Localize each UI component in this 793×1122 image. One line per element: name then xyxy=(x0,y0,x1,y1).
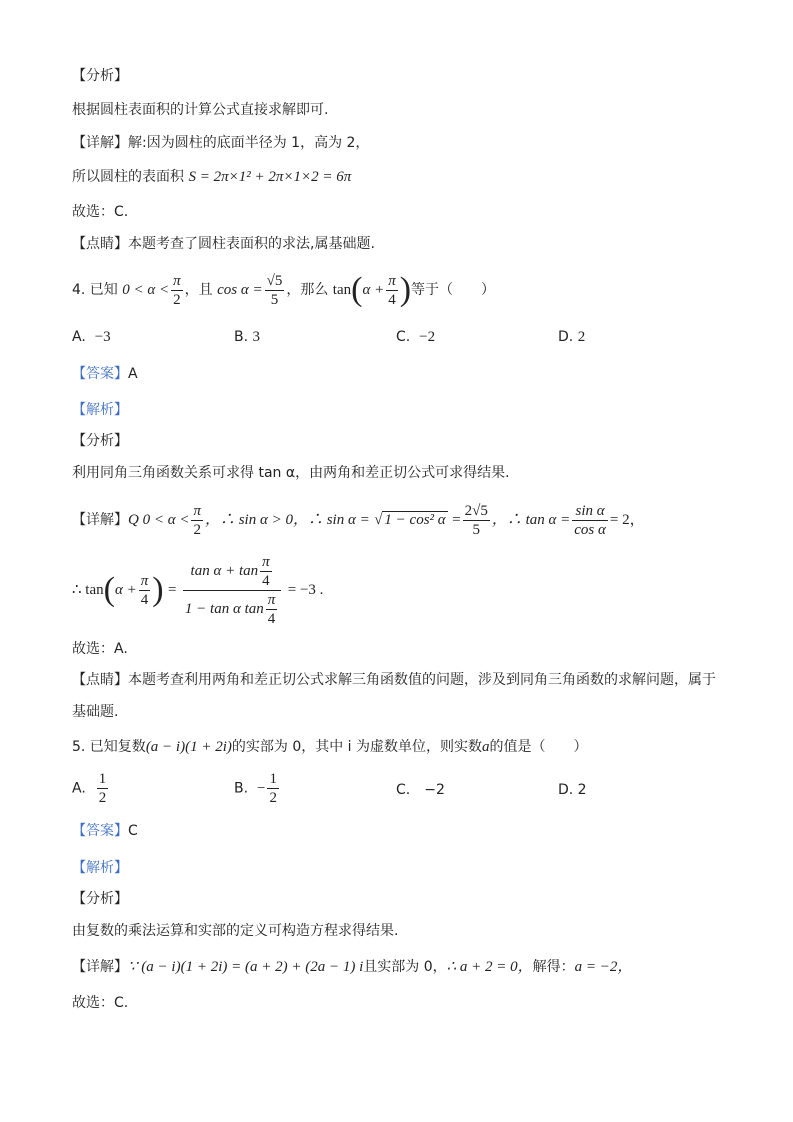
q4-dianjing-text-1: 本题考查利用两角和差正切公式求解三角函数值的问题，涉及到同角三角函数的求解问题，属于 xyxy=(128,672,716,688)
q5-option-d: D. 2 xyxy=(558,782,587,798)
q4-step4-denominator: 1 − tan α tan $\frac{\pi}{4}$ xyxy=(184,591,276,627)
q3-fenxi-text: 根据圆柱表面积的计算公式直接求解即可. xyxy=(72,102,329,118)
q5-xiangjie-label: 【详解】 xyxy=(72,959,128,975)
q4-step4-lparen: ( xyxy=(103,571,115,608)
q4-dianjing-label: 【点睛】 xyxy=(72,672,128,688)
q4-detail-line1 xyxy=(72,497,645,543)
q4-stem-suffix: 等于（ ） xyxy=(411,282,496,298)
q5-detail xyxy=(72,957,632,977)
q4-step3-end: = 2， xyxy=(609,512,645,528)
q4-step3: ，∴ tan α = xyxy=(491,512,571,528)
q3-xiangjie xyxy=(72,133,369,153)
q5-choose: 故选：C. xyxy=(72,995,129,1011)
q5-stem-prefix: 5. 已知复数 xyxy=(72,739,146,755)
q5-detail-eq: ∴ a + 2 = 0， xyxy=(446,959,533,975)
q4-step1-frac: $\frac{\pi}{2}$ xyxy=(193,502,201,538)
q4-tan-frac: $\frac{\pi}{4}$ xyxy=(388,272,396,308)
q4-step4-arg: α + xyxy=(114,582,137,598)
q5-stem-suffix: 的值是（ ） xyxy=(489,739,588,755)
q4-option-d: D. 2 xyxy=(558,329,586,345)
q4-stem-prefix: 4. 已知 xyxy=(72,282,118,298)
q4-fenxi-label: 【分析】 xyxy=(72,433,128,449)
q3-xiangjie-label: 【详解】 xyxy=(72,135,128,151)
q4-step4-arg-frac: $\frac{\pi}{4}$ xyxy=(140,572,149,608)
q4-step2-frac: $\frac{2√5}{5}$ xyxy=(464,502,488,538)
q3-xiangjie-text: 解:因为圆柱的底面半径为 1，高为 2， xyxy=(128,135,370,151)
q4-step1: Q 0 < α < xyxy=(128,512,190,528)
q5-options xyxy=(72,770,712,810)
q5-detail-solve-label: 解得： xyxy=(532,959,575,975)
q4-cos: cos α = xyxy=(217,282,263,298)
q4-answer-value: A xyxy=(128,366,138,382)
q4-tan-arg: α + xyxy=(362,282,385,298)
q4-jiexi-label: 【解析】 xyxy=(72,402,128,418)
q4-step2: ，∴ sin α > 0，∴ sin α = xyxy=(204,512,370,528)
q5-answer xyxy=(72,821,138,841)
q4-stem-then: ，那么 xyxy=(286,282,329,298)
q5-stem-mid: 的实部为 0，其中 i 为虚数单位，则实数 xyxy=(231,739,483,755)
q4-step4-rparen: ) xyxy=(152,571,164,608)
q5-detail-solve: a = −2， xyxy=(574,959,633,975)
q4-step4-eq: = xyxy=(168,582,177,598)
q4-cond1: 0 < α < xyxy=(122,282,170,298)
q4-stem-mid: ，且 xyxy=(184,282,213,298)
q3-dianjing-text: 本题考查了圆柱表面积的求法,属基础题. xyxy=(128,236,375,252)
q4-option-b: B. 3 xyxy=(234,329,261,345)
q5-stem-expr: (a − i)(1 + 2i) xyxy=(145,739,232,755)
q5-option-c: C. −2 xyxy=(396,782,445,798)
q4-dianjing-text-2: 基础题. xyxy=(72,704,119,720)
q3-fenxi-label: 【分析】 xyxy=(72,68,128,84)
q4-option-c: C. −2 xyxy=(396,329,436,345)
q4-step4-result: = −3 . xyxy=(287,582,324,598)
q5-option-a: A. $\frac{1}{2}$ xyxy=(72,771,107,806)
q4-step4-prefix: ∴ tan xyxy=(72,582,104,598)
q5-detail-mid: 且实部为 0， xyxy=(363,959,447,975)
q4-step2-sqrt: √ 1 − cos² α xyxy=(374,512,446,528)
q4-answer xyxy=(72,364,138,384)
q5-stem-var: a xyxy=(482,739,490,755)
q5-fenxi-text: 由复数的乘法运算和实部的定义可构造方程求得结果. xyxy=(72,923,399,939)
q4-tan-lparen: ( xyxy=(351,271,363,308)
q4-step4-bigfrac xyxy=(183,553,281,628)
q4-step3-frac: $\frac{\text{sin α}}{\text{cos α}}$ xyxy=(574,502,606,538)
q3-dianjing xyxy=(72,234,375,254)
q4-stem xyxy=(72,270,495,310)
q5-fenxi-label: 【分析】 xyxy=(72,891,128,907)
q5-answer-label: 【答案】 xyxy=(72,823,128,839)
q4-choose: 故选：A. xyxy=(72,641,128,657)
q4-answer-label: 【答案】 xyxy=(72,366,128,382)
q4-cond1-frac: $\frac{\pi}{2}$ xyxy=(173,272,181,308)
q4-detail-line2 xyxy=(72,552,323,628)
q4-step2-eq: = xyxy=(452,512,461,528)
q4-cos-frac: $\frac{√5}{5}$ xyxy=(266,272,283,308)
q4-tan-rparen: ) xyxy=(399,271,412,308)
q5-option-b: B. − $\frac{1}{2}$ xyxy=(234,771,277,806)
q4-dianjing xyxy=(72,670,716,690)
q5-stem xyxy=(72,737,588,757)
q4-step4-numerator: tan α + tan $\frac{\pi}{4}$ xyxy=(183,553,281,591)
q5-jiexi-label: 【解析】 xyxy=(72,860,128,876)
q5-detail-expr: ∵ (a − i)(1 + 2i) = (a + 2) + (2a − 1) i xyxy=(128,959,364,975)
q4-xiangjie-label: 【详解】 xyxy=(72,512,128,528)
q5-answer-value: C xyxy=(128,823,138,839)
q4-fenxi-text: 利用同角三角函数关系可求得 tan α，由两角和差正切公式可求得结果. xyxy=(72,465,510,481)
q4-options xyxy=(72,327,712,347)
q4-tan: tan xyxy=(332,282,352,298)
q3-area-formula: S = 2π×1² + 2π×1×2 = 6π xyxy=(188,169,352,185)
q4-option-a: A. −3 xyxy=(72,329,111,345)
q3-area-prefix: 所以圆柱的表面积 xyxy=(72,169,184,185)
q3-choose: 故选：C. xyxy=(72,204,129,220)
q3-dianjing-label: 【点睛】 xyxy=(72,236,128,252)
q3-area-line xyxy=(72,167,351,187)
